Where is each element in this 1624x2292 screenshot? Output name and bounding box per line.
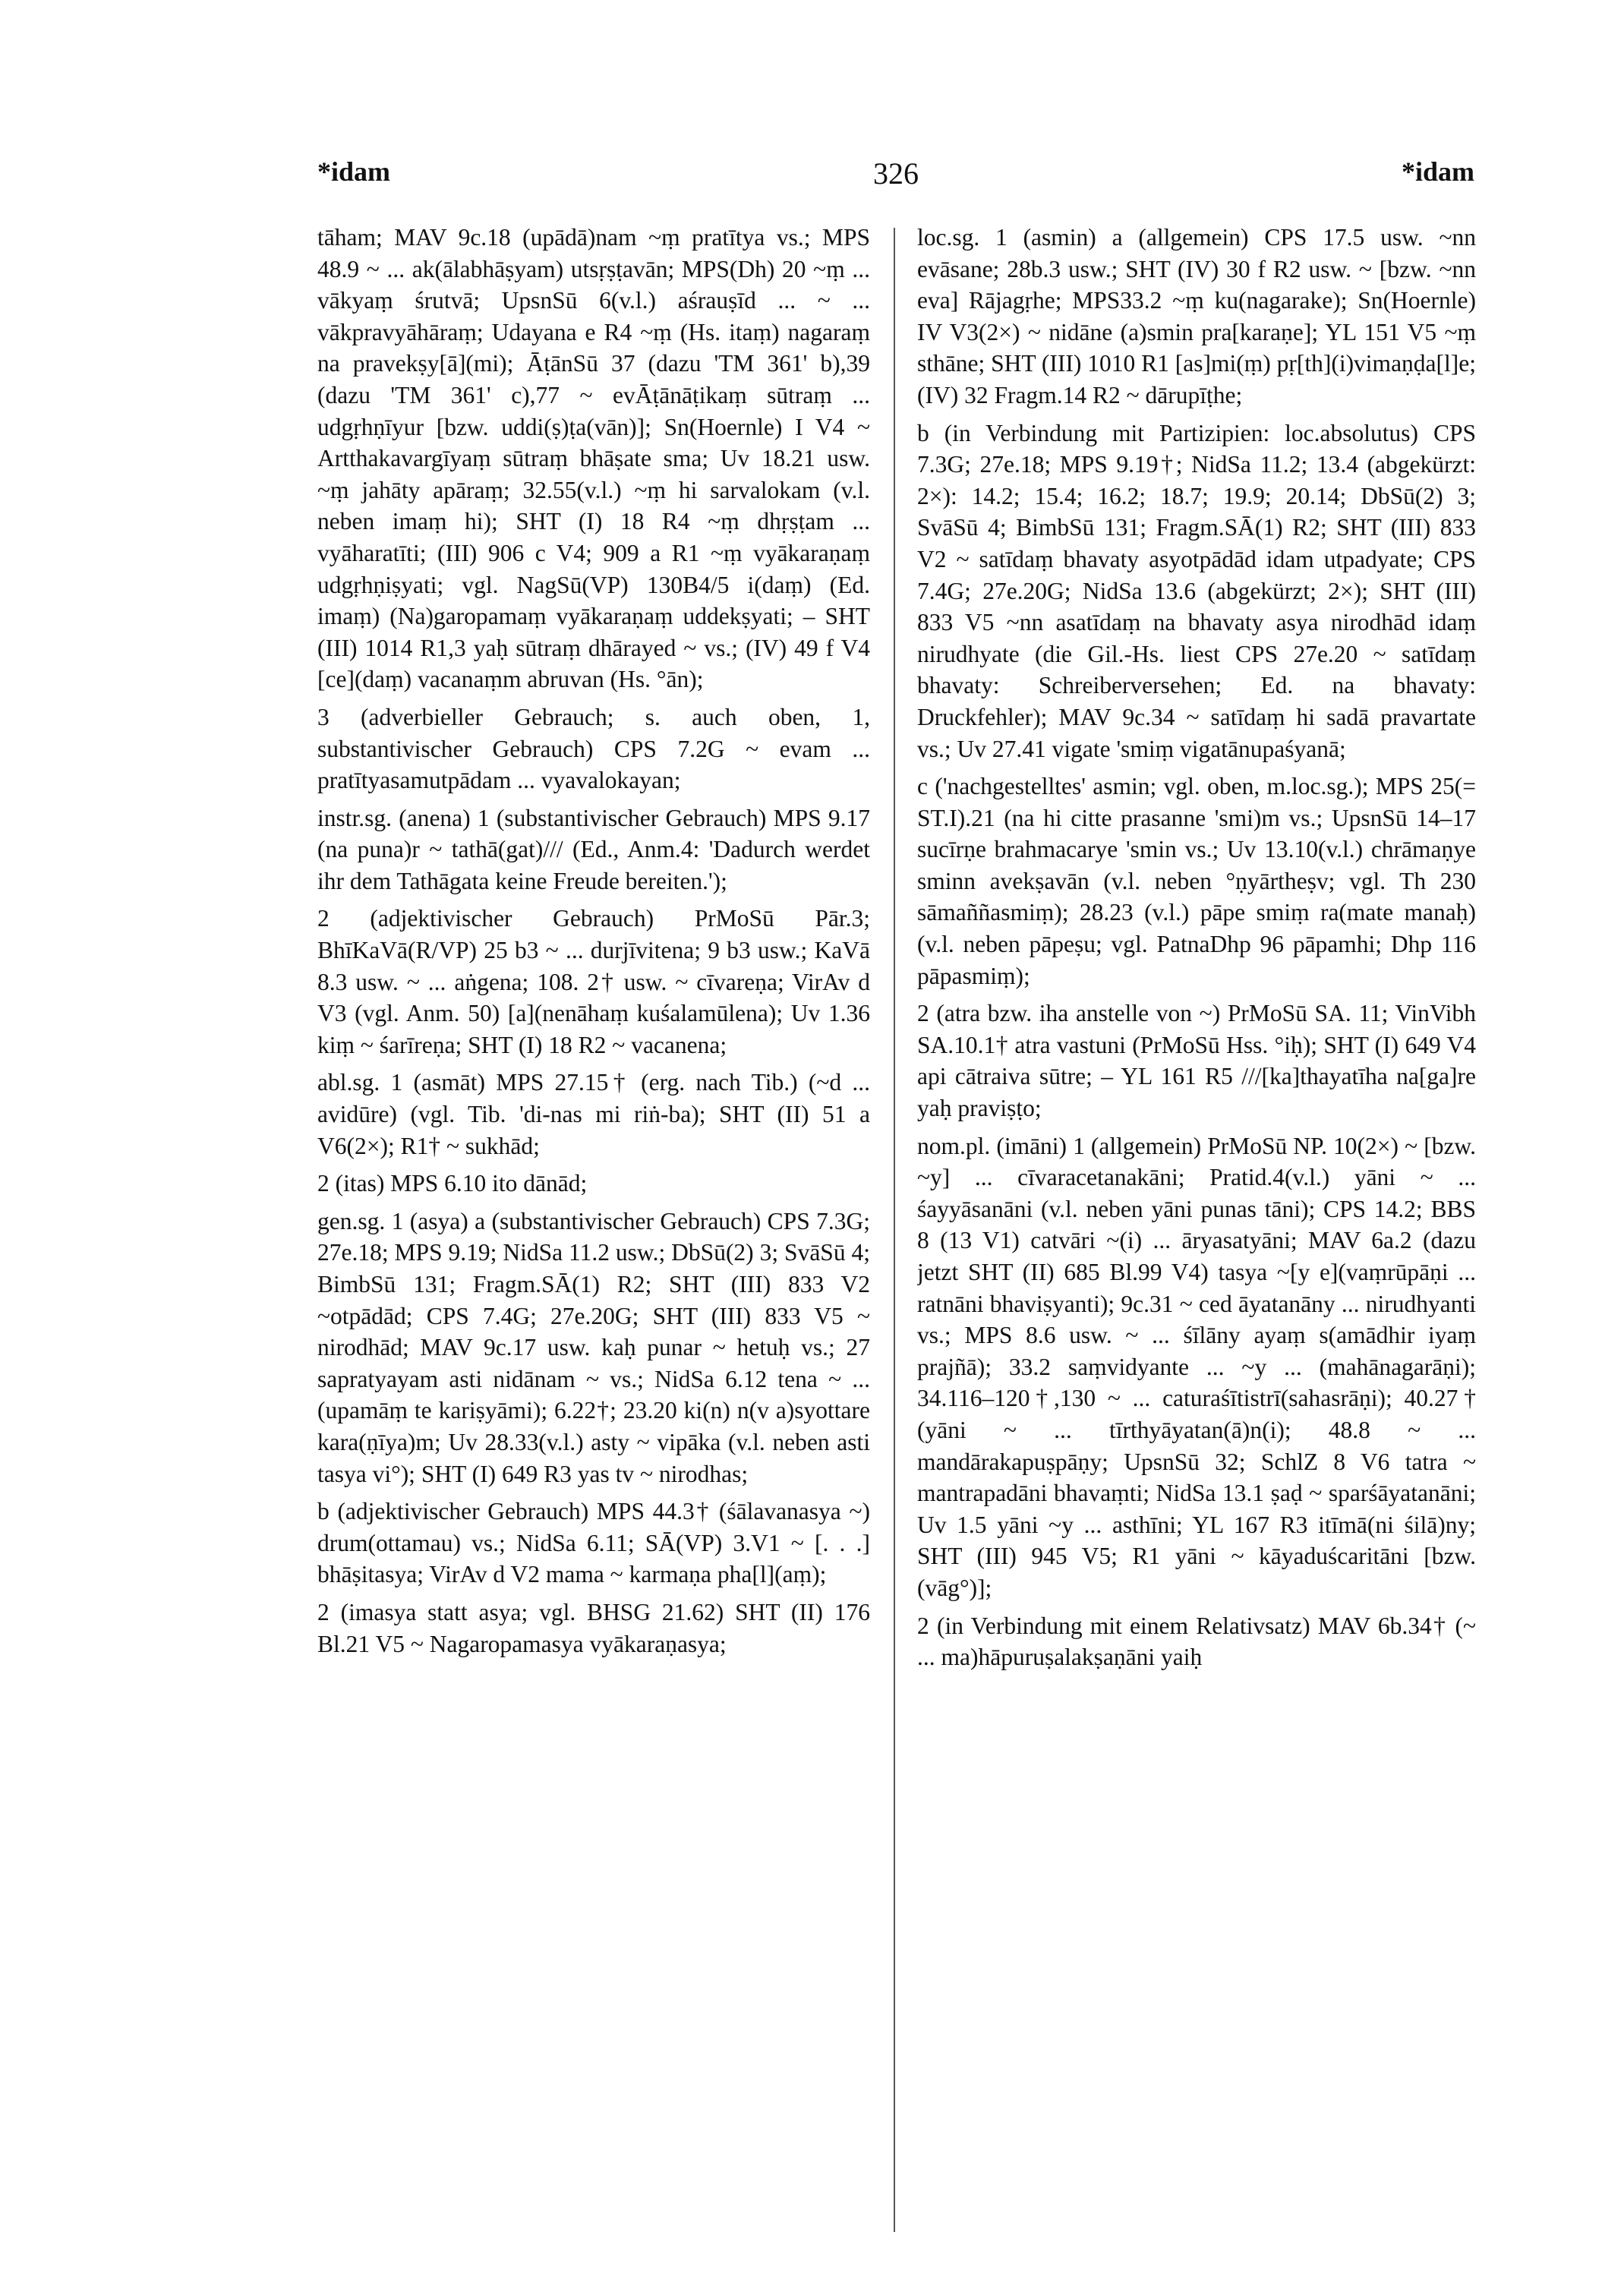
entry-paragraph: instr.sg. (anena) 1 (substantivischer Gebrauch) MPS 9.17 (na puna)r ~ tathā(gat)/// (Ed., Anm.4: 'Dadurch werdet ihr dem Tathāgata keine Freude bereiten.'); — [317, 804, 870, 894]
entry-paragraph: loc.sg. 1 (asmin) a (allgemein) CPS 17.5 usw. ~nn evāsane; 28b.3 usw.; SHT (IV) 30 f R2 usw. ~ [bzw. ~nn eva] Rājagṛhe; MPS33.2 ~ṃ ku(nagarake); Sn(Hoernle) IV V3(2×) ~ nidāne (a)smin pra[karaṇe]; YL 151 V5 ~ṃ sthāne; SHT (III) 1010 R1 [as]mi(ṃ) pṛ[th](i)vimaṇḍa[l]e; (IV) 32 Fragm.14 R2 ~ dārupīṭhe; — [917, 224, 1476, 408]
entry-paragraph: 2 (imasya statt asya; vgl. BHSG 21.62) SHT (II) 176 Bl.21 V5 ~ Nagaropamasya vyākaraṇasya; — [317, 1598, 870, 1657]
entry-paragraph: 2 (in Verbindung mit einem Relativsatz) MAV 6b.34† (~ ... ma)hāpuruṣalakṣaṇāni yaiḥ — [917, 1612, 1476, 1671]
entry-paragraph: 2 (atra bzw. iha anstelle von ~) PrMoSū SA. 11; VinVibh SA.10.1† atra vastuni (PrMoSū Hss. °iḥ); SHT (I) 649 V4 api cātraiva sūtre; – YL 161 R5 ///[ka]thayatīha na[ga]re yaḥ praviṣṭo; — [917, 1000, 1476, 1122]
left-column — [317, 222, 870, 2241]
column-divider — [894, 228, 895, 2232]
page-number: 326 — [873, 156, 919, 191]
entry-paragraph: abl.sg. 1 (asmāt) MPS 27.15† (erg. nach Tib.) (~d ... avidūre) (vgl. Tib. 'di-nas mi riṅ-ba); SHT (II) 51 a V6(2×); R1† ~ sukhād; — [317, 1069, 870, 1159]
right-running-headword: *idam — [1401, 156, 1474, 187]
entry-paragraph: b (in Verbindung mit Partizipien: loc.absolutus) CPS 7.3G; 27e.18; MPS 9.19†; NidSa 11.2; 13.4 (abgekürzt: 2×): 14.2; 15.4; 16.2; 18.7; 19.9; 20.14; DbSū(2) 3; SvāSū 4; BimbSū 131; Fragm.SĀ(1) R2; SHT (III) 833 V2 ~ satīdaṃ bhavaty asyotpādād idam utpadyate; CPS 7.4G; 27e.20G; NidSa 13.6 (abgekürzt; 2×); SHT (III) 833 V5 ~nn asatīdaṃ na bhavaty asya nirodhād idaṃ nirudhyate (die Gil.-Hs. liest CPS 27e.20 ~ satīdaṃ bhavaty: Schreiberversehen; Ed. na bhavaty: Druckfehler); MAV 9c.34 ~ satīdaṃ hi sadā pravartate vs.; Uv 27.41 vigate 'smiṃ vigatānupaśyanā; — [917, 419, 1476, 762]
entry-paragraph: b (adjektivischer Gebrauch) MPS 44.3† (śālavanasya ~) drum(ottamau) vs.; NidSa 6.11; SĀ(VP) 3.V1 ~ [. . .] bhāṣitasya; VirAv d V2 mama ~ karmaṇa pha[l](aṃ); — [317, 1498, 870, 1588]
entry-paragraph: 2 (itas) MPS 6.10 ito dānād; — [317, 1170, 588, 1197]
entry-paragraph: 2 (adjektivischer Gebrauch) PrMoSū Pār.3; BhīKaVā(R/VP) 25 b3 ~ ... durjīvitena; 9 b3 usw.; KaVā 8.3 usw. ~ ... aṅgena; 108. 2† usw. ~ cīvareṇa; VirAv d V3 (vgl. Anm. 50) [a](nenāhaṃ kuśalamūlena); Uv 1.36 kiṃ ~ śarīreṇa; SHT (I) 18 R2 ~ vacanena; — [317, 905, 870, 1058]
right-column — [917, 222, 1476, 2241]
left-running-headword: *idam — [317, 156, 391, 187]
entry-paragraph: 3 (adverbieller Gebrauch; s. auch oben, 1, substantivischer Gebrauch) CPS 7.2G ~ evam ... pratītyasamutpādam ... vyavalokayan; — [317, 703, 870, 794]
entry-paragraph: tāham; MAV 9c.18 (upādā)nam ~ṃ pratītya vs.; MPS 48.9 ~ ... ak(ālabhāṣyam) utsṛṣṭavān; MPS(Dh) 20 ~ṃ ... vākyaṃ śrutvā; UpsnSū 6(v.l.) aśrauṣīd ... ~ ... vākpravyāhāraṃ; Udayana e R4 ~ṃ (Hs. itaṃ) nagaraṃ na pravekṣy[ā](mi); ĀṭānSū 37 (dazu 'TM 361' b),39 (dazu 'TM 361' c),77 ~ evĀṭānāṭikaṃ sūtraṃ ... udgṛhṇīyur [bzw. uddi(ṣ)ṭa(vān)]; Sn(Hoernle) I V4 ~ Artthakavargīyaṃ sūtraṃ bhāṣate sma; Uv 18.21 usw. ~ṃ jahāty apāraṃ; 32.55(v.l.) ~ṃ hi sarvalokam (v.l. neben imaṃ hi); SHT (I) 18 R4 ~ṃ dhṛṣṭam ... vyāharatīti; (III) 906 c V4; 909 a R1 ~ṃ vyākaraṇaṃ udgṛhṇiṣyati; vgl. NagSū(VP) 130B4/5 i(daṃ) (Ed. imaṃ) (Na)garopamaṃ vyākaraṇaṃ uddekṣyati; – SHT (III) 1014 R1,3 yaḥ sūtraṃ dhārayed ~ vs.; (IV) 49 f V4 [ce](daṃ) vacanaṃm abruvan (Hs. °ān); — [317, 224, 870, 693]
entry-paragraph: nom.pl. (imāni) 1 (allgemein) PrMoSū NP. 10(2×) ~ [bzw. ~y] ... cīvaracetanakāni; Pratid.4(v.l.) yāni ~ ... śayyāsanāni (v.l. neben yāni punas tāni); CPS 14.2; BBS 8 (13 V1) catvāri ~(i) ... āryasatyāni; MAV 6a.2 (dazu jetzt SHT (II) 685 Bl.99 V4) tasya ~[y e](vaṃrūpāṇi ... ratnāni bhaviṣyanti); 9c.31 ~ ced āyatanāny ... nirudhyanti vs.; MPS 8.6 usw. ~ ... śīlāny ayaṃ s(amādhir iyaṃ prajñā); 33.2 saṃvidyante ... ~y ... (mahānagarāṇi); 34.116–120†,130 ~ ... caturaśītistrī(sahasrāṇi); 40.27† (yāni ~ ... tīrthyāyatan(ā)n(i); 48.8 ~ ... mandārakapuṣpāṇy; UpsnSū 32; SchlZ 8 V6 tatra ~ mantrapadāni bhavaṃti; NidSa 13.1 ṣaḍ ~ sparśāyatanāni; Uv 1.5 yāni ~y ... asthīni; YL 167 R3 itīmā(ni śilā)ny; SHT (III) 945 V5; R1 yāni ~ kāyaduścaritāni [bzw. (vāg°)]; — [917, 1132, 1476, 1601]
page-header — [317, 156, 1474, 209]
entry-paragraph: gen.sg. 1 (asya) a (substantivischer Gebrauch) CPS 7.3G; 27e.18; MPS 9.19; NidSa 11.2 usw.; DbSū(2) 3; SvāSū 4; BimbSū 131; Fragm.SĀ(1) R2; SHT (III) 833 V2 ~otpādād; CPS 7.4G; 27e.20G; SHT (III) 833 V5 ~ nirodhād; MAV 9c.17 usw. kaḥ punar ~ hetuḥ vs.; 27 sapratyayam asti nidānam ~ vs.; NidSa 6.12 tena ~ ... (upamāṃ te kariṣyāmi); 6.22†; 23.20 ki(n) n(v a)syottare kara(ṇīya)m; Uv 28.33(v.l.) asty ~ vipāka (v.l. neben asti tasya vi°); SHT (I) 649 R3 yas tv ~ nirodhas; — [317, 1207, 870, 1487]
entry-paragraph: c ('nachgestelltes' asmin; vgl. oben, m.loc.sg.); MPS 25(= ST.I).21 (na hi citte prasanne 'smi)m vs.; UpsnSū 14–17 sucīrṇe brahmacarye 'smin vs.; Uv 13.10(v.l.) chrāmaṇye sminn avekṣavān (v.l. neben °ṇyārtheṣv; vgl. Th 230 sāmaññasmiṃ); 28.23 (v.l.) pāpe smiṃ ra(mate manaḥ) (v.l. neben pāpeṣu; vgl. PatnaDhp 96 pāpamhi; Dhp 116 pāpasmiṃ); — [917, 773, 1476, 989]
